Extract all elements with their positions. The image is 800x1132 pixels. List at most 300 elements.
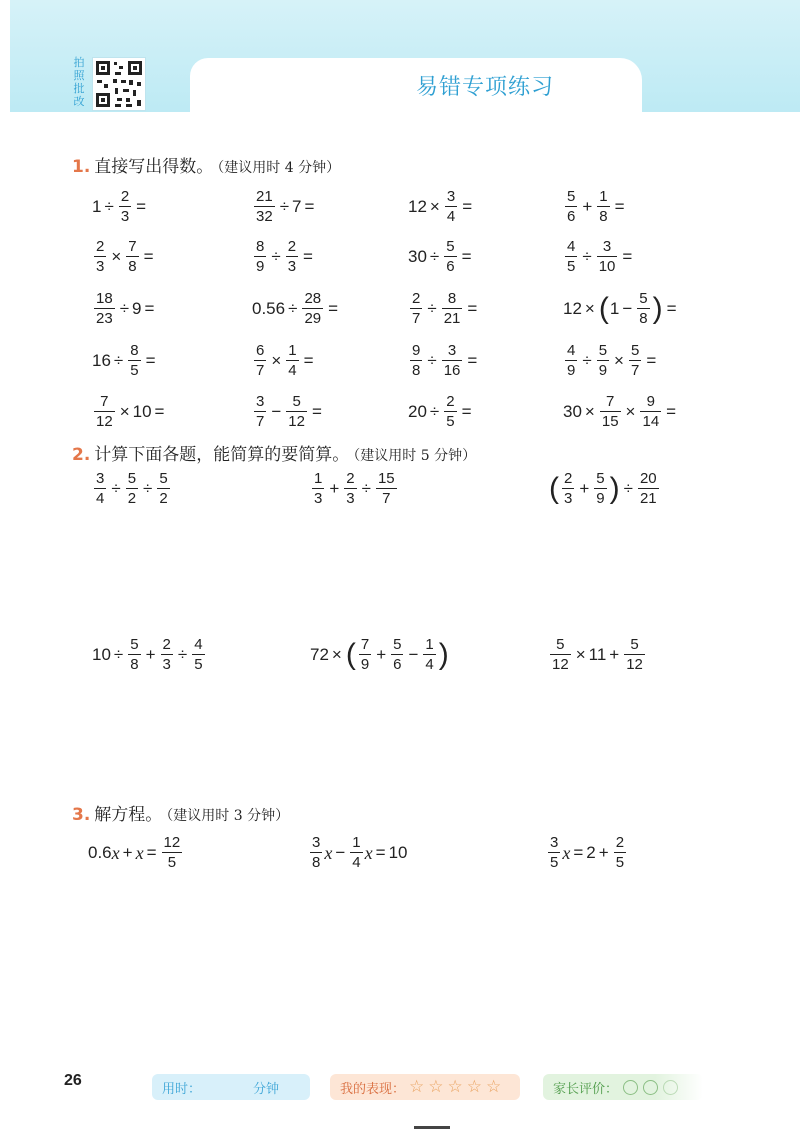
fraction-bar xyxy=(302,308,323,309)
variable: x xyxy=(135,842,144,863)
math-expression xyxy=(252,238,316,275)
denominator: 3 xyxy=(287,258,297,275)
operator: = xyxy=(461,247,472,266)
fraction xyxy=(600,393,621,430)
number: 9 xyxy=(132,299,142,318)
numerator: 3 xyxy=(312,834,321,851)
denominator: 4 xyxy=(352,854,361,871)
fraction-bar xyxy=(286,411,307,412)
qr-side-label: 拍照批改 xyxy=(73,56,85,108)
number: 1 xyxy=(609,299,620,318)
math-expression xyxy=(408,393,475,430)
numerator: 5 xyxy=(596,470,605,487)
number: 2 xyxy=(586,843,596,862)
denominator: 4 xyxy=(446,208,456,225)
operator: ÷ xyxy=(582,247,592,266)
math-expression xyxy=(92,188,149,225)
operator: ÷ xyxy=(113,351,124,370)
section-3-title: 解方程。 xyxy=(94,805,163,825)
math-expression xyxy=(252,188,317,225)
neutral-face-icon[interactable] xyxy=(643,1080,658,1095)
fraction xyxy=(565,188,577,225)
operator: = xyxy=(467,299,478,318)
star-icon[interactable]: ☆ xyxy=(486,1077,502,1097)
number: 12 xyxy=(563,299,582,318)
fraction xyxy=(442,290,463,327)
section-2-title: 计算下面各题，能简算的要简算。 xyxy=(94,445,350,465)
denominator: 21 xyxy=(443,310,461,327)
fraction xyxy=(344,470,356,507)
number: 7 xyxy=(292,197,302,216)
operator: × xyxy=(119,402,130,421)
time-unit: 分钟 xyxy=(253,1081,280,1097)
number: 0.6 xyxy=(88,843,112,862)
numerator: 5 xyxy=(393,636,402,653)
numerator: 1 xyxy=(352,834,361,851)
numerator: 3 xyxy=(96,470,105,487)
fraction-bar xyxy=(376,488,397,489)
smile-face-icon[interactable] xyxy=(623,1080,638,1095)
bottom-divider xyxy=(414,1126,450,1129)
fraction xyxy=(359,636,371,673)
parenthesis: ) xyxy=(652,291,663,325)
fraction-bar xyxy=(640,411,661,412)
denominator: 5 xyxy=(615,854,625,871)
operator: ÷ xyxy=(429,402,440,421)
variable: x xyxy=(562,842,571,863)
parenthesis: ) xyxy=(438,637,449,671)
denominator: 4 xyxy=(96,490,105,507)
denominator: 8 xyxy=(128,258,137,275)
denominator: 6 xyxy=(393,656,402,673)
section-1-heading xyxy=(72,152,340,177)
denominator: 5 xyxy=(446,413,455,430)
numerator: 3 xyxy=(446,188,456,205)
fraction-bar xyxy=(94,488,106,489)
operator: = xyxy=(666,299,677,318)
numerator: 2 xyxy=(162,636,171,653)
fraction-bar xyxy=(94,411,115,412)
denominator: 15 xyxy=(601,413,619,430)
fraction-bar xyxy=(562,488,574,489)
denominator: 8 xyxy=(639,310,648,327)
fraction-bar xyxy=(126,488,138,489)
numerator: 8 xyxy=(130,342,139,359)
operator: = xyxy=(461,402,472,421)
fraction xyxy=(597,342,609,379)
math-expression xyxy=(310,470,399,507)
operator: = xyxy=(136,197,147,216)
fraction-bar xyxy=(254,206,275,207)
fraction xyxy=(302,290,323,327)
denominator: 9 xyxy=(596,490,605,507)
fraction xyxy=(640,393,661,430)
operator: = xyxy=(144,299,155,318)
fraction xyxy=(126,238,138,275)
fraction-bar xyxy=(614,852,626,853)
star-icon[interactable]: ☆ xyxy=(428,1077,444,1097)
numerator: 1 xyxy=(599,188,608,205)
math-expression xyxy=(563,342,659,379)
fraction-bar xyxy=(119,206,131,207)
numerator: 2 xyxy=(412,290,421,307)
operator: + xyxy=(122,843,133,862)
denominator: 2 xyxy=(127,490,137,507)
fraction-bar xyxy=(286,360,298,361)
math-expression xyxy=(252,290,341,327)
fraction xyxy=(310,834,322,871)
fraction xyxy=(161,636,173,673)
operator: ÷ xyxy=(429,247,440,266)
time-box[interactable] xyxy=(152,1074,310,1100)
number: 30 xyxy=(408,247,427,266)
denominator: 4 xyxy=(425,656,434,673)
numerator: 2 xyxy=(446,393,455,410)
fraction-bar xyxy=(444,411,456,412)
math-expression xyxy=(92,238,157,275)
section-2-hint: （建议用时 5 分钟） xyxy=(353,448,477,464)
operator: × xyxy=(625,402,636,421)
fraction-bar xyxy=(192,654,204,655)
fraction-bar xyxy=(128,360,140,361)
math-expression xyxy=(408,188,475,225)
fraction-bar xyxy=(594,488,606,489)
fraction xyxy=(594,470,606,507)
denominator: 5 xyxy=(167,854,177,871)
fraction xyxy=(286,342,298,379)
star-icon[interactable]: ☆ xyxy=(409,1077,425,1097)
fraction-bar xyxy=(344,488,356,489)
fraction-bar xyxy=(565,256,577,257)
numerator: 5 xyxy=(598,342,608,359)
page-title: 易错专项练习 xyxy=(415,74,554,99)
math-expression xyxy=(252,342,317,379)
numerator: 5 xyxy=(127,470,137,487)
numerator: 5 xyxy=(630,342,640,359)
numerator: 7 xyxy=(128,238,137,255)
fraction-bar xyxy=(126,256,138,257)
math-expression xyxy=(92,290,157,327)
fraction-bar xyxy=(442,308,463,309)
fraction-bar xyxy=(624,654,645,655)
fraction-bar xyxy=(565,206,577,207)
numerator: 2 xyxy=(287,238,297,255)
parenthesis: ) xyxy=(609,471,620,505)
operator: = xyxy=(614,197,625,216)
fraction-bar xyxy=(157,488,169,489)
operator: + xyxy=(145,645,156,664)
variable: x xyxy=(111,842,120,863)
denominator: 9 xyxy=(598,362,608,379)
fraction xyxy=(637,290,649,327)
denominator: 7 xyxy=(382,490,391,507)
fraction-bar xyxy=(445,206,457,207)
operator: + xyxy=(598,843,609,862)
denominator: 9 xyxy=(567,362,576,379)
fraction xyxy=(629,342,641,379)
numerator: 3 xyxy=(447,342,457,359)
fraction-bar xyxy=(94,256,106,257)
operator: = xyxy=(311,402,322,421)
denominator: 12 xyxy=(626,656,643,673)
denominator: 23 xyxy=(96,310,113,327)
math-expression xyxy=(408,238,475,275)
operator: ÷ xyxy=(427,299,437,318)
fraction xyxy=(94,238,106,275)
fraction-bar xyxy=(254,256,266,257)
math-expression xyxy=(563,290,680,327)
denominator: 2 xyxy=(159,490,168,507)
number: 10 xyxy=(388,843,408,862)
math-expression xyxy=(308,834,407,871)
parenthesis: ( xyxy=(598,291,609,325)
denominator: 3 xyxy=(314,490,323,507)
fraction-bar xyxy=(161,654,173,655)
operator: ÷ xyxy=(111,479,121,498)
numerator: 8 xyxy=(447,290,457,307)
operator: = xyxy=(304,197,315,216)
section-3-hint: （建议用时 3 分钟） xyxy=(166,808,290,824)
numerator: 5 xyxy=(639,290,648,307)
number: 0.56 xyxy=(252,299,286,318)
numerator: 2 xyxy=(564,470,573,487)
operator: = xyxy=(146,843,157,862)
numerator: 5 xyxy=(292,393,301,410)
operator: + xyxy=(329,479,340,498)
math-expression xyxy=(252,393,325,430)
section-3-number: 3. xyxy=(72,805,91,825)
operator: = xyxy=(646,351,657,370)
operator: − xyxy=(271,402,282,421)
variable: x xyxy=(324,842,333,863)
numerator: 4 xyxy=(567,238,576,255)
math-expression xyxy=(408,290,480,327)
denominator: 7 xyxy=(256,413,265,430)
operator: × xyxy=(271,351,282,370)
operator: ÷ xyxy=(288,299,298,318)
fraction-bar xyxy=(637,308,649,309)
numerator: 9 xyxy=(412,342,421,359)
operator: ÷ xyxy=(104,197,114,216)
page-number: 26 xyxy=(64,1072,82,1089)
numerator: 4 xyxy=(567,342,576,359)
fraction xyxy=(286,238,298,275)
numerator: 7 xyxy=(100,393,109,410)
operator: = xyxy=(145,351,156,370)
math-expression xyxy=(548,470,661,507)
numerator: 2 xyxy=(615,834,625,851)
sad-face-icon[interactable] xyxy=(663,1080,678,1095)
fraction xyxy=(254,393,266,430)
parent-label: 家长评价： xyxy=(553,1081,619,1097)
math-expression xyxy=(88,834,184,871)
denominator: 5 xyxy=(567,258,576,275)
denominator: 7 xyxy=(630,362,640,379)
denominator: 3 xyxy=(120,208,130,225)
fraction xyxy=(94,393,115,430)
denominator: 6 xyxy=(446,258,455,275)
math-expression xyxy=(548,636,647,673)
fraction xyxy=(614,834,626,871)
operator: ÷ xyxy=(623,479,633,498)
fraction-bar xyxy=(597,360,609,361)
operator: + xyxy=(376,645,387,664)
fraction-bar xyxy=(565,360,577,361)
numerator: 7 xyxy=(606,393,615,410)
fraction-bar xyxy=(128,654,140,655)
operator: = xyxy=(573,843,584,862)
fraction xyxy=(391,636,403,673)
parenthesis: ( xyxy=(549,471,559,505)
fraction xyxy=(597,238,618,275)
operator: ÷ xyxy=(271,247,281,266)
fraction xyxy=(286,393,307,430)
fraction xyxy=(442,342,463,379)
fraction xyxy=(192,636,204,673)
fraction xyxy=(562,470,574,507)
denominator: 7 xyxy=(256,362,265,379)
operator: × xyxy=(575,645,586,664)
numerator: 12 xyxy=(163,834,181,851)
denominator: 12 xyxy=(288,413,305,430)
fraction xyxy=(157,470,169,507)
performance-label: 我的表现： xyxy=(340,1081,406,1097)
operator: = xyxy=(622,247,633,266)
math-expression xyxy=(546,834,628,871)
fraction-bar xyxy=(391,654,403,655)
variable: x xyxy=(364,842,373,863)
operator: = xyxy=(375,843,386,862)
fraction-bar xyxy=(638,488,659,489)
fraction xyxy=(254,342,266,379)
fraction-bar xyxy=(254,411,266,412)
numerator: 3 xyxy=(602,238,612,255)
operator: + xyxy=(609,645,620,664)
denominator: 6 xyxy=(567,208,576,225)
denominator: 8 xyxy=(312,854,321,871)
math-expression xyxy=(563,238,635,275)
numerator: 3 xyxy=(256,393,265,410)
number: 1 xyxy=(92,197,102,216)
operator: = xyxy=(666,402,677,421)
operator: = xyxy=(303,247,313,266)
fraction xyxy=(254,188,275,225)
math-expression xyxy=(92,342,159,379)
number: 12 xyxy=(408,197,427,216)
math-expression xyxy=(92,393,167,430)
numerator: 6 xyxy=(256,342,265,359)
fraction xyxy=(565,342,577,379)
fraction xyxy=(410,290,422,327)
denominator: 4 xyxy=(288,362,297,379)
denominator: 12 xyxy=(552,656,569,673)
numerator: 4 xyxy=(194,636,203,653)
math-expression xyxy=(408,342,480,379)
operator: × xyxy=(614,351,624,370)
operator: + xyxy=(582,197,593,216)
section-1-hint: （建议用时 4 分钟） xyxy=(217,160,341,176)
fraction xyxy=(119,188,131,225)
fraction-bar xyxy=(310,852,322,853)
section-1-number: 1. xyxy=(72,157,91,177)
denominator: 12 xyxy=(96,413,113,430)
denominator: 8 xyxy=(412,362,421,379)
operator: = xyxy=(303,351,314,370)
star-icon[interactable]: ☆ xyxy=(447,1077,463,1097)
number: 10 xyxy=(92,645,111,664)
denominator: 5 xyxy=(550,854,559,871)
number: 10 xyxy=(132,402,152,421)
operator: ÷ xyxy=(143,479,153,498)
operator: = xyxy=(143,247,154,266)
number: 11 xyxy=(588,645,607,664)
time-label: 用时： xyxy=(162,1081,202,1097)
fraction xyxy=(550,636,571,673)
numerator: 1 xyxy=(288,342,297,359)
denominator: 3 xyxy=(96,258,105,275)
math-expression xyxy=(92,636,207,673)
section-2-heading xyxy=(72,440,476,465)
fraction-bar xyxy=(444,256,456,257)
section-3-heading xyxy=(72,800,289,825)
fraction xyxy=(548,834,560,871)
fraction xyxy=(410,342,422,379)
operator: = xyxy=(328,299,339,318)
numerator: 2 xyxy=(346,470,355,487)
denominator: 7 xyxy=(412,310,421,327)
star-icon[interactable]: ☆ xyxy=(466,1077,483,1097)
denominator: 29 xyxy=(304,310,322,327)
denominator: 3 xyxy=(346,490,355,507)
denominator: 8 xyxy=(599,208,608,225)
parent-review-box[interactable] xyxy=(543,1074,703,1100)
operator: ÷ xyxy=(427,351,437,370)
numerator: 5 xyxy=(446,238,455,255)
math-expression xyxy=(92,470,172,507)
numerator: 1 xyxy=(425,636,434,653)
fraction xyxy=(94,470,106,507)
fraction-bar xyxy=(423,654,435,655)
section-2-number: 2. xyxy=(72,445,91,465)
fraction-bar xyxy=(548,852,560,853)
operator: − xyxy=(408,645,419,664)
numerator: 20 xyxy=(639,470,657,487)
fraction-bar xyxy=(442,360,463,361)
numerator: 21 xyxy=(256,188,273,205)
fraction xyxy=(597,188,609,225)
numerator: 5 xyxy=(159,470,168,487)
performance-box[interactable] xyxy=(330,1074,520,1100)
denominator: 3 xyxy=(162,656,171,673)
numerator: 2 xyxy=(120,188,130,205)
operator: × xyxy=(331,645,342,664)
fraction xyxy=(128,342,140,379)
operator: − xyxy=(335,843,346,862)
math-expression xyxy=(563,393,679,430)
fraction xyxy=(126,470,138,507)
denominator: 5 xyxy=(194,656,203,673)
operator: = xyxy=(467,351,478,370)
qr-code-icon[interactable] xyxy=(92,57,146,111)
numerator: 15 xyxy=(377,470,395,487)
fraction xyxy=(162,834,183,871)
operator: ÷ xyxy=(177,645,188,664)
operator: ÷ xyxy=(361,479,371,498)
operator: + xyxy=(579,479,590,498)
fraction xyxy=(312,470,324,507)
fraction-bar xyxy=(286,256,298,257)
denominator: 16 xyxy=(443,362,461,379)
